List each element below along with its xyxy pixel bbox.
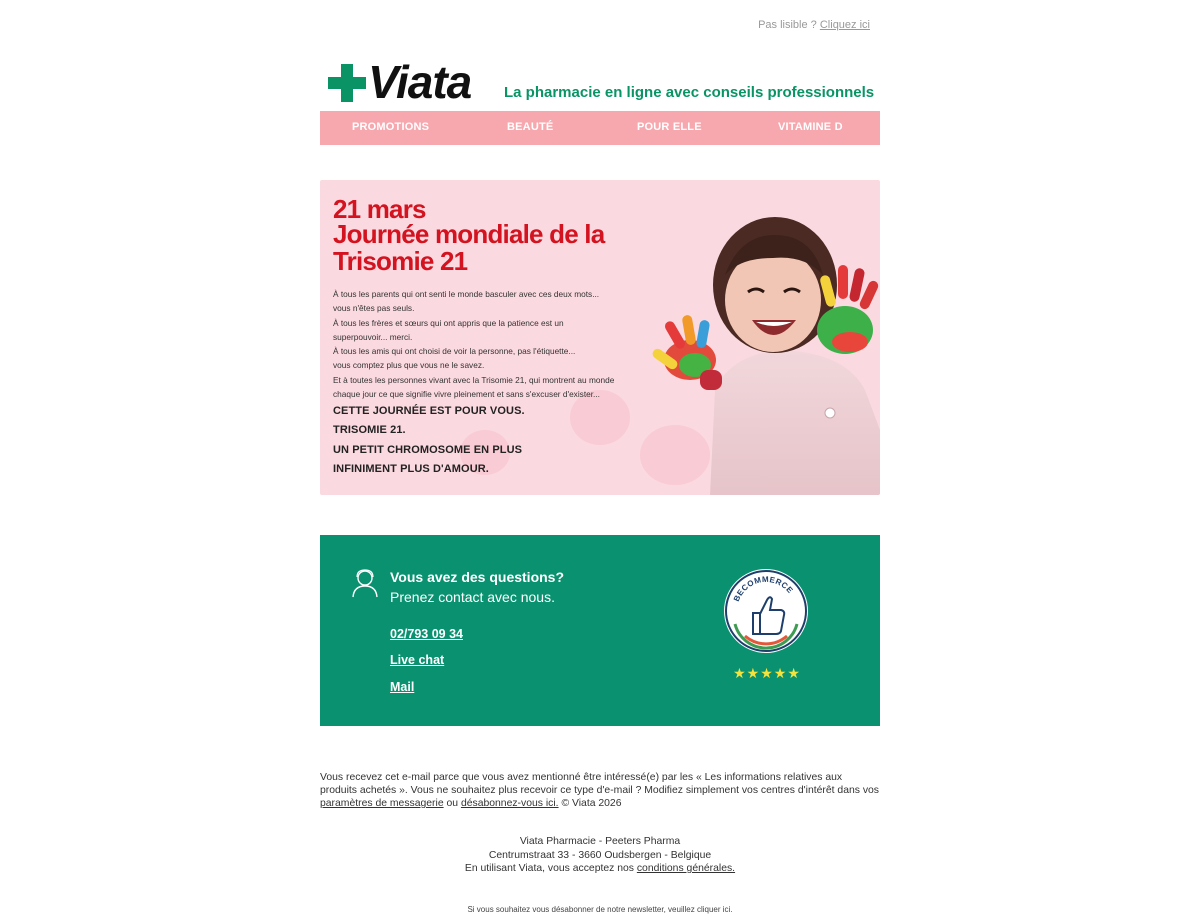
painted-hand-left (651, 314, 722, 390)
hero-bold-line: UN PETIT CHROMOSOME EN PLUS (333, 444, 523, 456)
live-chat-link[interactable]: Live chat (390, 653, 445, 667)
company-address (320, 835, 880, 876)
company-street: Centrumstraat 33 - 3660 Oudsbergen - Belgique (488, 849, 712, 861)
badge-label: BECOMMERCE (731, 574, 795, 603)
hero-line: vous n'êtes pas seuls. (333, 303, 415, 314)
hero-bold-line: CETTE JOURNÉE EST POUR VOUS. (333, 405, 525, 417)
hero-title: Journée mondiale de la Trisomie 21 (333, 219, 605, 276)
brand-logo[interactable] (326, 58, 882, 108)
hero-line: À tous les amis qui ont choisi de voir la personne, pas l'étiquette... (333, 346, 576, 357)
unsubscribe-link[interactable]: désabonnez-vous ici. (460, 798, 559, 809)
child-photo (640, 180, 880, 495)
settings-link[interactable]: paramètres de messagerie (320, 798, 444, 809)
brand-name: Viata (368, 56, 472, 108)
not-readable-text: Pas lisible ? (758, 19, 817, 31)
nav-pour-elle[interactable]: POUR ELLE (637, 121, 702, 133)
terms-line (320, 862, 880, 876)
becommerce-badge-icon[interactable] (723, 568, 809, 654)
terms-text: En utilisant Viata, vous acceptez nos (464, 863, 634, 874)
hero-line: vous comptez plus que vous ne le savez. (333, 360, 485, 371)
footer-or: ou (446, 798, 459, 809)
nav-promotions[interactable]: PROMOTIONS (352, 121, 430, 133)
hero-line: À tous les parents qui ont senti le monde basculer avec ces deux mots... (333, 289, 600, 299)
main-nav (320, 111, 880, 145)
company-name: Viata Pharmacie - Peeters Pharma (519, 836, 681, 847)
nav-beaute[interactable]: BEAUTÉ (507, 121, 554, 133)
not-readable-line (758, 19, 870, 31)
copyright: © Viata 2026 (561, 798, 622, 809)
view-online-link[interactable]: Cliquez ici (819, 19, 870, 31)
rating-stars: ★★★★★ (733, 665, 801, 681)
brand-tagline: La pharmacie en ligne avec conseils professionnels (504, 84, 875, 101)
hero-line: superpouvoir... merci. (333, 331, 413, 342)
hero-bold-line: TRISOMIE 21. (333, 424, 406, 436)
nav-vitamine-d[interactable]: VITAMINE D (778, 121, 843, 133)
hero-message (333, 287, 683, 401)
phone-link[interactable]: 02/793 09 34 (390, 627, 463, 641)
hero-line: Et à toutes les personnes vivant avec la Trisomie 21, qui montrent au monde (333, 374, 615, 385)
newsletter-unsubscribe[interactable]: Si vous souhaitez vous désabonner de notre newsletter, veuillez cliquer ici. (467, 905, 733, 914)
hero-date: 21 mars (333, 194, 426, 224)
contact-question: Vous avez des questions? (390, 569, 565, 585)
contact-subtitle: Prenez contact avec nous. (390, 589, 555, 605)
footer-notice-text: Vous recevez cet e-mail parce que vous avez mentionné être intéressé(e) par les « Les informations relatives aux produits achetés ». Vous ne souhaitez plus recevoir ce type d'e-mail ? Modifiez simplement vos centres d'intérêt dans vos (320, 772, 879, 796)
hero-bold-line: INFINIMENT PLUS D'AMOUR. (333, 463, 489, 475)
hero-banner[interactable] (320, 180, 880, 495)
support-person-icon (351, 568, 379, 598)
pharmacy-cross-icon (328, 64, 366, 102)
footer-notice (320, 771, 880, 810)
terms-link[interactable]: conditions générales. (636, 863, 736, 874)
mail-link[interactable]: Mail (390, 680, 415, 694)
contact-section (320, 535, 880, 726)
hero-line: À tous les frères et sœurs qui ont appris que la patience est un (333, 317, 564, 328)
hero-line: chaque jour ce que signifie vivre pleinement et sans s'excuser d'exister... (333, 389, 600, 400)
